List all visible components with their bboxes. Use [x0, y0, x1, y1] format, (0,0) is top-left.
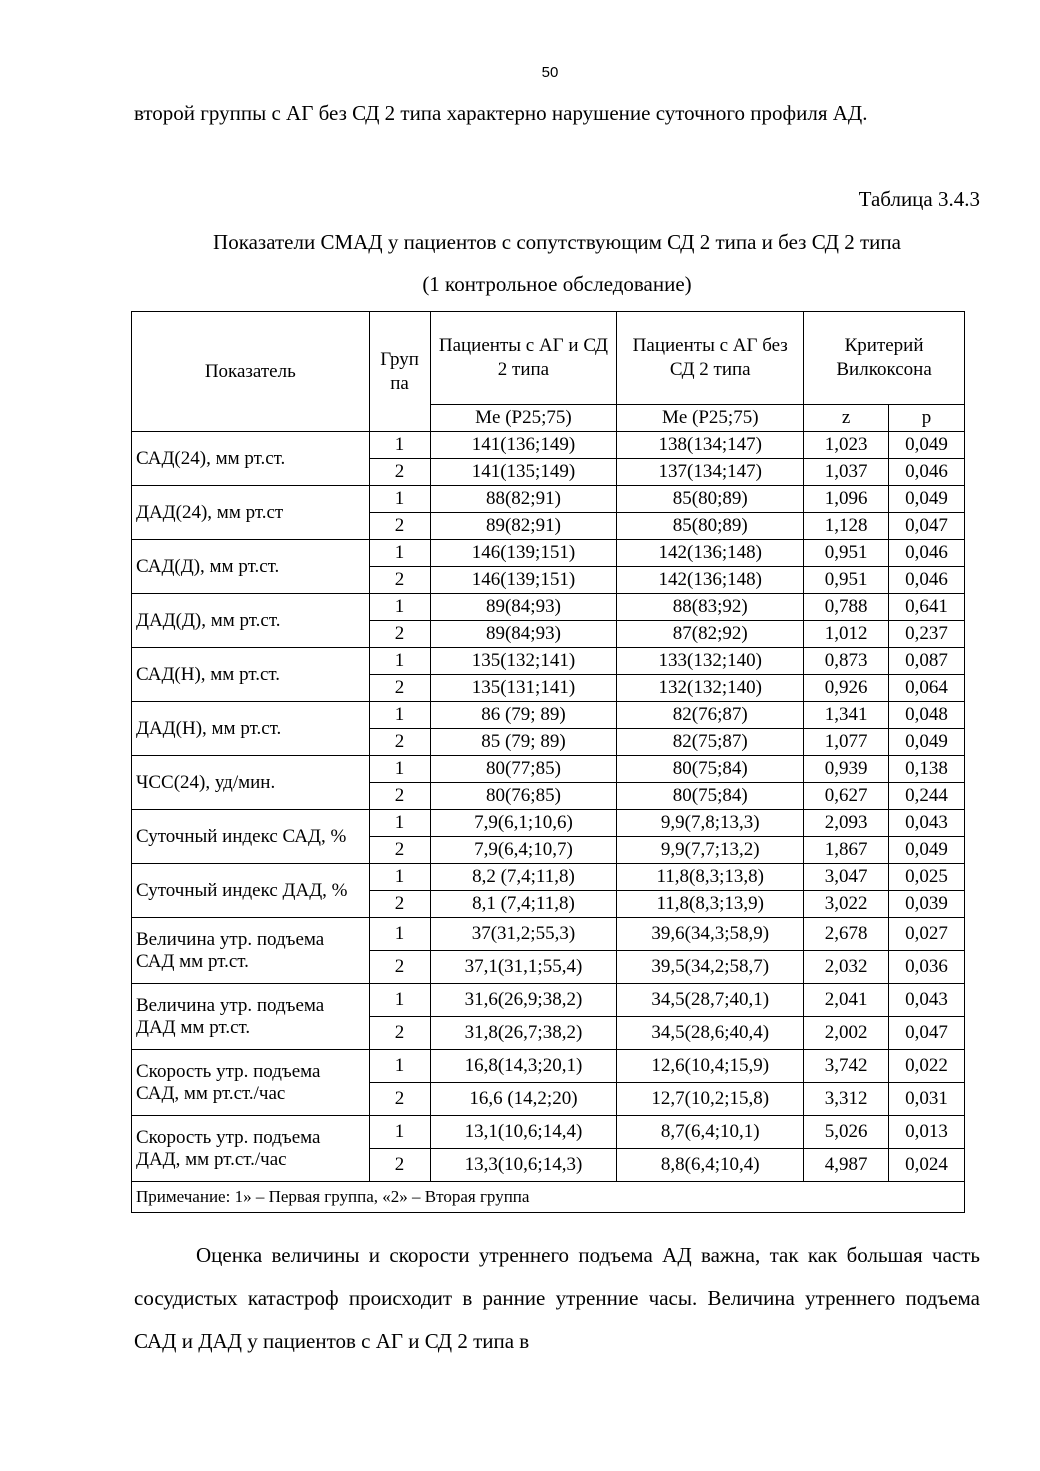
cell-p: 0,039	[889, 891, 965, 918]
cell-without-dm: 9,9(7,7;13,2)	[617, 837, 804, 864]
cell-without-dm: 8,7(6,4;10,1)	[617, 1116, 804, 1149]
table-note: Примечание: 1» – Первая группа, «2» – Вторая группа	[132, 1182, 965, 1213]
cell-with-dm: 7,9(6,4;10,7)	[430, 837, 617, 864]
cell-indicator: Величина утр. подъема ДАД мм рт.ст.	[132, 984, 370, 1050]
cell-z: 1,341	[804, 702, 889, 729]
cell-group: 1	[369, 918, 430, 951]
cell-indicator: ДАД(Н), мм рт.ст.	[132, 702, 370, 756]
cell-indicator: САД(Н), мм рт.ст.	[132, 648, 370, 702]
header-group: Груп па	[369, 312, 430, 432]
cell-without-dm: 12,7(10,2;15,8)	[617, 1083, 804, 1116]
header-with-dm: Пациенты с АГ и СД 2 типа	[430, 312, 617, 405]
cell-group: 1	[369, 1116, 430, 1149]
cell-indicator: ДАД(24), мм рт.ст	[132, 486, 370, 540]
cell-p: 0,049	[889, 837, 965, 864]
table-row	[132, 1116, 965, 1149]
cell-group: 2	[369, 513, 430, 540]
cell-z: 1,096	[804, 486, 889, 513]
cell-without-dm: 132(132;140)	[617, 675, 804, 702]
cell-z: 3,022	[804, 891, 889, 918]
page-number: 50	[541, 64, 559, 81]
cell-z: 1,012	[804, 621, 889, 648]
cell-with-dm: 8,1 (7,4;11,8)	[430, 891, 617, 918]
table-id: Таблица 3.4.3	[858, 187, 980, 211]
cell-indicator: САД(Д), мм рт.ст.	[132, 540, 370, 594]
cell-group: 1	[369, 810, 430, 837]
cell-z: 2,093	[804, 810, 889, 837]
cell-without-dm: 8,8(6,4;10,4)	[617, 1149, 804, 1182]
cell-indicator: Скорость утр. подъема ДАД, мм рт.ст./час	[132, 1116, 370, 1182]
cell-group: 1	[369, 486, 430, 513]
cell-p: 0,237	[889, 621, 965, 648]
table-row	[132, 918, 965, 951]
cell-with-dm: 37(31,2;55,3)	[430, 918, 617, 951]
table-row	[132, 864, 965, 891]
cell-group: 1	[369, 984, 430, 1017]
cell-with-dm: 146(139;151)	[430, 540, 617, 567]
cell-p: 0,024	[889, 1149, 965, 1182]
cell-z: 2,032	[804, 951, 889, 984]
cell-z: 0,788	[804, 594, 889, 621]
cell-p: 0,064	[889, 675, 965, 702]
cell-group: 2	[369, 951, 430, 984]
cell-with-dm: 80(77;85)	[430, 756, 617, 783]
cell-indicator: САД(24), мм рт.ст.	[132, 432, 370, 486]
cell-with-dm: 89(82;91)	[430, 513, 617, 540]
paragraph-bottom: Оценка величины и скорости утреннего подъема АД важна, так как большая часть сосудистых катастроф происходит в ранние утренние часы. Величина утреннего подъема САД и ДАД у пациентов с АГ и СД 2 типа в	[134, 1243, 980, 1353]
cell-group: 1	[369, 648, 430, 675]
cell-p: 0,047	[889, 513, 965, 540]
cell-without-dm: 142(136;148)	[617, 567, 804, 594]
cell-indicator: ДАД(Д), мм рт.ст.	[132, 594, 370, 648]
cell-with-dm: 85 (79; 89)	[430, 729, 617, 756]
cell-with-dm: 89(84;93)	[430, 621, 617, 648]
cell-z: 0,873	[804, 648, 889, 675]
cell-z: 0,627	[804, 783, 889, 810]
cell-without-dm: 80(75;84)	[617, 783, 804, 810]
table-caption-line1: Показатели СМАД у пациентов с сопутствующим СД 2 типа и без СД 2 типа	[213, 230, 901, 254]
cell-indicator: Скорость утр. подъема САД, мм рт.ст./час	[132, 1050, 370, 1116]
header-criterion: Критерий Вилкоксона	[804, 312, 965, 405]
cell-p: 0,048	[889, 702, 965, 729]
cell-group: 2	[369, 621, 430, 648]
cell-p: 0,013	[889, 1116, 965, 1149]
cell-without-dm: 85(80;89)	[617, 486, 804, 513]
cell-with-dm: 16,6 (14,2;20)	[430, 1083, 617, 1116]
table-row	[132, 594, 965, 621]
table-row	[132, 486, 965, 513]
cell-without-dm: 82(75;87)	[617, 729, 804, 756]
cell-p: 0,049	[889, 729, 965, 756]
table-row	[132, 540, 965, 567]
cell-without-dm: 138(134;147)	[617, 432, 804, 459]
cell-with-dm: 135(132;141)	[430, 648, 617, 675]
cell-without-dm: 82(76;87)	[617, 702, 804, 729]
header-me-2: Me (P25;75)	[617, 405, 804, 432]
cell-z: 0,926	[804, 675, 889, 702]
cell-p: 0,043	[889, 984, 965, 1017]
header-p: p	[889, 405, 965, 432]
cell-p: 0,049	[889, 486, 965, 513]
cell-group: 2	[369, 783, 430, 810]
cell-with-dm: 37,1(31,1;55,4)	[430, 951, 617, 984]
cell-without-dm: 85(80;89)	[617, 513, 804, 540]
cell-group: 1	[369, 1050, 430, 1083]
cell-with-dm: 89(84;93)	[430, 594, 617, 621]
table-caption-line2: (1 контрольное обследование)	[422, 272, 692, 296]
cell-group: 1	[369, 432, 430, 459]
table-row	[132, 702, 965, 729]
cell-without-dm: 39,5(34,2;58,7)	[617, 951, 804, 984]
cell-p: 0,022	[889, 1050, 965, 1083]
table-row	[132, 432, 965, 459]
cell-without-dm: 88(83;92)	[617, 594, 804, 621]
cell-group: 2	[369, 729, 430, 756]
cell-p: 0,046	[889, 540, 965, 567]
cell-indicator: Суточный индекс ДАД, %	[132, 864, 370, 918]
cell-group: 2	[369, 891, 430, 918]
cell-group: 2	[369, 1017, 430, 1050]
cell-z: 2,041	[804, 984, 889, 1017]
cell-z: 1,037	[804, 459, 889, 486]
cell-p: 0,047	[889, 1017, 965, 1050]
header-me-1: Me (P25;75)	[430, 405, 617, 432]
cell-with-dm: 86 (79; 89)	[430, 702, 617, 729]
cell-group: 1	[369, 864, 430, 891]
cell-without-dm: 142(136;148)	[617, 540, 804, 567]
cell-without-dm: 9,9(7,8;13,3)	[617, 810, 804, 837]
cell-p: 0,046	[889, 567, 965, 594]
cell-without-dm: 39,6(34,3;58,9)	[617, 918, 804, 951]
cell-without-dm: 34,5(28,6;40,4)	[617, 1017, 804, 1050]
cell-z: 2,678	[804, 918, 889, 951]
cell-with-dm: 7,9(6,1;10,6)	[430, 810, 617, 837]
cell-group: 2	[369, 459, 430, 486]
table-row	[132, 648, 965, 675]
cell-p: 0,027	[889, 918, 965, 951]
cell-z: 0,939	[804, 756, 889, 783]
cell-without-dm: 34,5(28,7;40,1)	[617, 984, 804, 1017]
cell-with-dm: 8,2 (7,4;11,8)	[430, 864, 617, 891]
cell-z: 0,951	[804, 567, 889, 594]
cell-group: 2	[369, 675, 430, 702]
cell-with-dm: 31,8(26,7;38,2)	[430, 1017, 617, 1050]
cell-p: 0,031	[889, 1083, 965, 1116]
cell-z: 1,077	[804, 729, 889, 756]
cell-indicator: Величина утр. подъема САД мм рт.ст.	[132, 918, 370, 984]
cell-with-dm: 13,3(10,6;14,3)	[430, 1149, 617, 1182]
cell-with-dm: 88(82;91)	[430, 486, 617, 513]
table-row	[132, 1050, 965, 1083]
header-without-dm: Пациенты с АГ без СД 2 типа	[617, 312, 804, 405]
cell-p: 0,049	[889, 432, 965, 459]
cell-without-dm: 11,8(8,3;13,8)	[617, 864, 804, 891]
cell-without-dm: 133(132;140)	[617, 648, 804, 675]
cell-z: 5,026	[804, 1116, 889, 1149]
cell-p: 0,043	[889, 810, 965, 837]
cell-without-dm: 80(75;84)	[617, 756, 804, 783]
cell-p: 0,138	[889, 756, 965, 783]
cell-group: 1	[369, 756, 430, 783]
cell-z: 1,023	[804, 432, 889, 459]
header-z: z	[804, 405, 889, 432]
cell-z: 1,867	[804, 837, 889, 864]
cell-without-dm: 12,6(10,4;15,9)	[617, 1050, 804, 1083]
cell-p: 0,046	[889, 459, 965, 486]
cell-without-dm: 87(82;92)	[617, 621, 804, 648]
cell-group: 2	[369, 567, 430, 594]
cell-with-dm: 141(135;149)	[430, 459, 617, 486]
cell-group: 2	[369, 1083, 430, 1116]
cell-z: 2,002	[804, 1017, 889, 1050]
cell-group: 2	[369, 1149, 430, 1182]
cell-without-dm: 137(134;147)	[617, 459, 804, 486]
cell-without-dm: 11,8(8,3;13,9)	[617, 891, 804, 918]
cell-z: 1,128	[804, 513, 889, 540]
table-row	[132, 984, 965, 1017]
cell-z: 3,047	[804, 864, 889, 891]
cell-z: 3,742	[804, 1050, 889, 1083]
cell-with-dm: 135(131;141)	[430, 675, 617, 702]
cell-with-dm: 13,1(10,6;14,4)	[430, 1116, 617, 1149]
cell-group: 1	[369, 702, 430, 729]
cell-p: 0,025	[889, 864, 965, 891]
table-row	[132, 756, 965, 783]
cell-z: 3,312	[804, 1083, 889, 1116]
cell-indicator: ЧСС(24), уд/мин.	[132, 756, 370, 810]
cell-p: 0,087	[889, 648, 965, 675]
cell-p: 0,641	[889, 594, 965, 621]
table-row	[132, 810, 965, 837]
table-body	[132, 432, 965, 1182]
cell-p: 0,036	[889, 951, 965, 984]
cell-group: 1	[369, 594, 430, 621]
cell-with-dm: 141(136;149)	[430, 432, 617, 459]
paragraph-top: второй группы с АГ без СД 2 типа характерно нарушение суточного профиля АД.	[134, 101, 868, 125]
cell-with-dm: 80(76;85)	[430, 783, 617, 810]
cell-with-dm: 16,8(14,3;20,1)	[430, 1050, 617, 1083]
header-indicator: Показатель	[132, 312, 370, 432]
cell-z: 4,987	[804, 1149, 889, 1182]
abpm-table	[131, 311, 965, 1213]
cell-z: 0,951	[804, 540, 889, 567]
cell-with-dm: 146(139;151)	[430, 567, 617, 594]
cell-indicator: Суточный индекс САД, %	[132, 810, 370, 864]
cell-group: 2	[369, 837, 430, 864]
cell-group: 1	[369, 540, 430, 567]
cell-p: 0,244	[889, 783, 965, 810]
cell-with-dm: 31,6(26,9;38,2)	[430, 984, 617, 1017]
